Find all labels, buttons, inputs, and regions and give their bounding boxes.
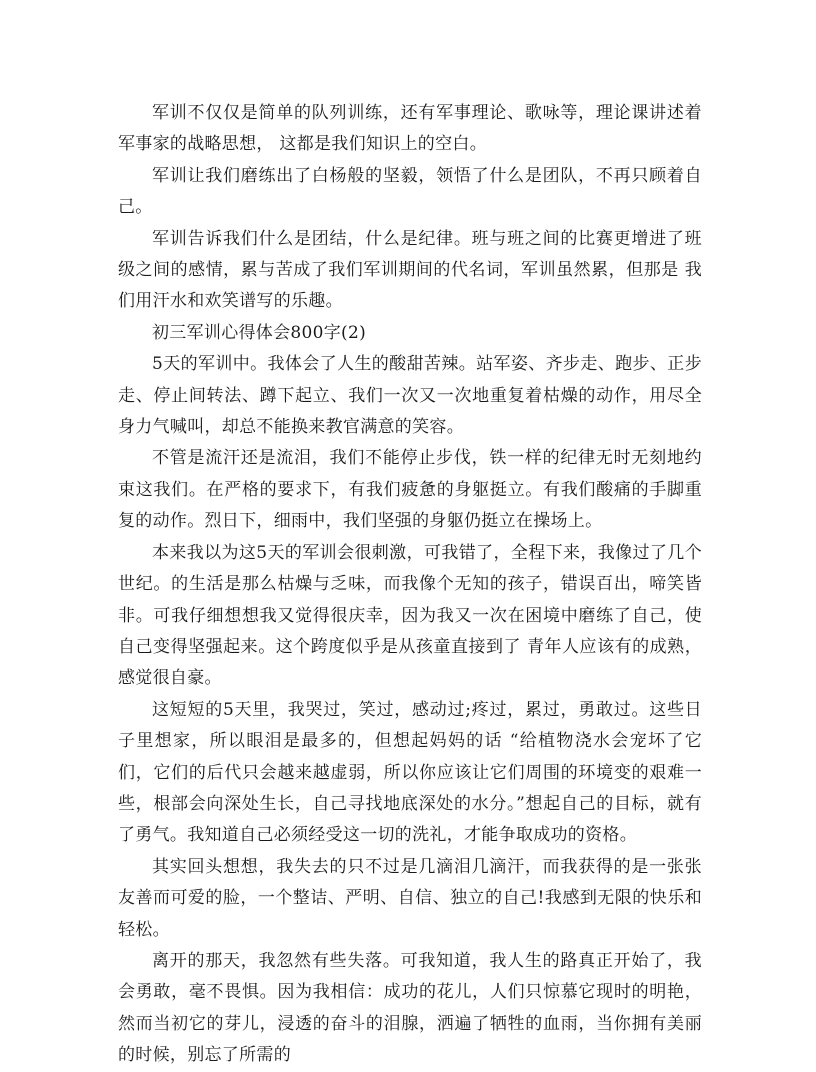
paragraph-emotions: 这短短的5天里，我哭过，笑过，感动过;疼过，累过，勇敢过。这些日子里想家，所以眼泪是最多的，但想起妈妈的话 “给植物浇水会宠坏了它们，它们的后代只会越来越虚弱，所以你应该让它们周围的环境变的艰难一些，根部会向深处生长，自己寻找地底深处的水分。”想起自己的目标，就有了勇气。我知道自己必须经受这一切的洗礼，才能争取成功的资格。 xyxy=(118,699,702,846)
paragraph-military-theory: 军训不仅仅是简单的队列训练，还有军事理论、歌咏等，理论课讲述着军事家的战略思想， 这都是我们知识上的空白。 xyxy=(118,103,702,155)
paragraph-reflection: 其实回头想想，我失去的只不过是几滴泪几滴汗，而我获得的是一张张友善而可爱的脸，一个整诘、严明、自信、独立的自己!我感到无限的快乐和轻松。 xyxy=(118,856,702,940)
section-heading: 初三军训心得体会800字(2) xyxy=(152,322,367,343)
document-body xyxy=(118,98,702,1072)
paragraph-sweat-tears: 不管是流汗还是流泪，我们不能停止步伐，铁一样的纪律无时无刻地约束这我们。在严格的要求下，有我们疲惫的身躯挺立。有我们酸痛的手脚重复的动作。烈日下，细雨中，我们坚强的身躯仍挺立在操场上。 xyxy=(118,448,702,532)
paragraph-unity-discipline: 军训告诉我们什么是团结，什么是纪律。班与班之间的比赛更增进了班级之间的感情，累与苦成了我们军训期间的代名词，军训虽然累，但那是 我们用汗水和欢笑谱写的乐趣。 xyxy=(118,228,702,312)
paragraph-expectation: 本来我以为这5天的军训会很刺激，可我错了，全程下来，我像过了几个世纪。的生活是那么枯燥与乏味，而我像个无知的孩子，错误百出，啼笑皆非。可我仔细想想我又觉得很庆幸，因为我又一次在困境中磨练了自己，使自己变得坚强起来。这个跨度似乎是从孩童直接到了 青年人应该有的成熟，感觉很自豪。 xyxy=(118,542,702,689)
paragraph-perseverance: 军训让我们磨练出了白杨般的坚毅，领悟了什么是团队，不再只顾着自己。 xyxy=(118,165,702,218)
paragraph-five-days: 5天的军训中。我体会了人生的酸甜苦辣。站军姿、齐步走、跑步、正步走、停止间转法、蹲下起立、我们一次又一次地重复着枯燥的动作，用尽全身力气喊叫，却总不能换来教官满意的笑容。 xyxy=(118,354,702,438)
paragraph-departure: 离开的那天，我忽然有些失落。可我知道，我人生的路真正开始了，我会勇敢，毫不畏惧。因为我相信：成功的花儿，人们只惊慕它现时的明艳，然而当初它的芽儿，浸透的奋斗的泪腺，洒遍了牺牲的血雨，当你拥有美丽的时候，别忘了所需的 xyxy=(118,950,702,1066)
